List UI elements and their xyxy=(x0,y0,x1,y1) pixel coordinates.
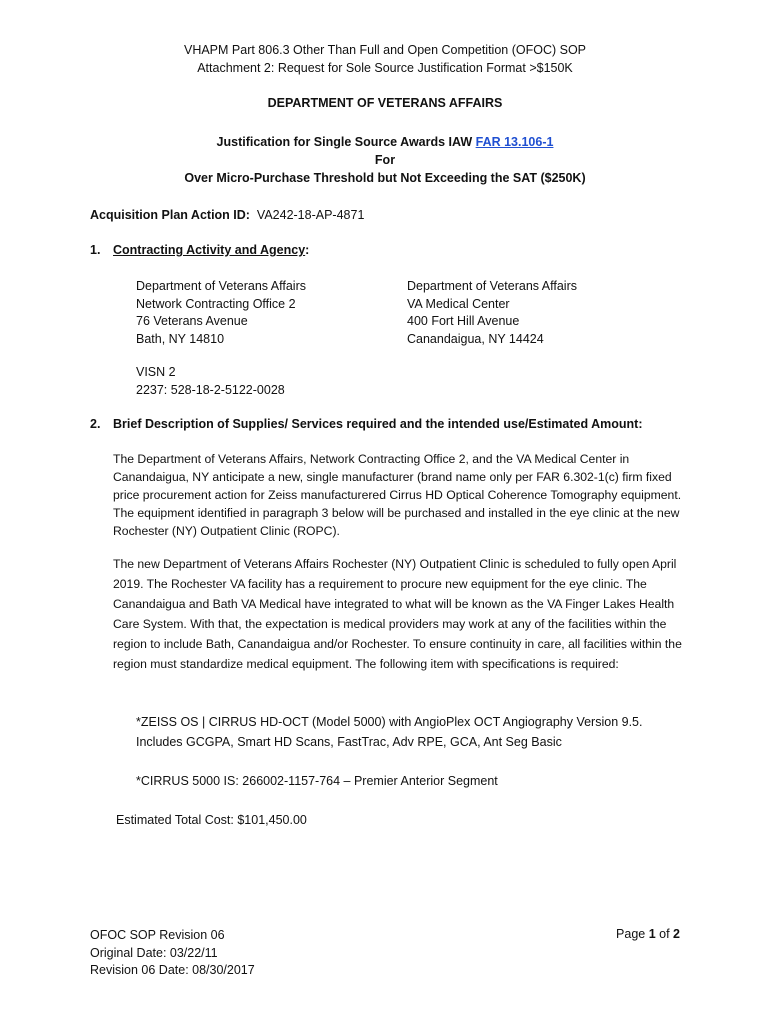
section2-heading: Brief Description of Supplies/ Services required and the intended use/Estimated Amount: xyxy=(113,417,643,431)
acquisition-id xyxy=(90,208,364,222)
address-left-line: Bath, NY 14810 xyxy=(136,331,225,346)
footer-revision-date: Revision 06 Date: 08/30/2017 xyxy=(90,963,255,977)
section2-number: 2. xyxy=(90,417,101,431)
page-total: 2 xyxy=(673,927,680,941)
address-left-line: 76 Veterans Avenue xyxy=(136,314,248,328)
description-paragraph-2: The new Department of Veterans Affairs Rochester (NY) Outpatient Clinic is scheduled to fully open April 2019. The Rochester VA facility has a requirement to procure new equipment for the eye clinic. The Canandaigua and Bath VA Medical have integrated to what will be known as the VA Finger Lakes Health Care System. With that, the expectation is medical providers may work at any of the facilities within the region to include Bath, Canandaigua and/or Rochester. To ensure continuity in care, all facilities within the region must standardize medical equipment. The following item with specifications is required: xyxy=(113,557,682,671)
header-line-1: VHAPM Part 806.3 Other Than Full and Open Competition (OFOC) SOP xyxy=(183,43,587,57)
footer-revision-block xyxy=(90,927,255,980)
justification-prefix: Justification for Single Source Awards IAW xyxy=(216,135,476,149)
address-right-line: 400 Fort Hill Avenue xyxy=(407,314,520,328)
acquisition-value: VA242-18-AP-4871 xyxy=(256,208,365,222)
address-right-line: VA Medical Center xyxy=(407,296,510,311)
acquisition-label: Acquisition Plan Action ID: xyxy=(90,208,250,222)
section1-number: 1. xyxy=(90,243,101,257)
department-title: DEPARTMENT OF VETERANS AFFAIRS xyxy=(267,96,503,110)
address-left-line: Department of Veterans Affairs xyxy=(136,279,307,293)
page-current: 1 xyxy=(648,927,656,941)
header-line-2: Attachment 2: Request for Sole Source Justification Format >$150K xyxy=(197,61,573,75)
page-label: Page xyxy=(616,927,649,941)
description-paragraph-1: The Department of Veterans Affairs, Network Contracting Office 2, and the VA Medical Center in Canandaigua, NY anticipate a new, single manufacturer (brand name only per FAR 6.302-1(c) firm fixed price procurement action for Zeiss manufacturered Cirrus HD Optical Coherence Tomography equipment. The equipment identified in paragraph 3 below will be purchased and installed in the eye clinic at the new Rochester (NY) Outpatient Clinic (ROPC). xyxy=(113,452,682,538)
estimated-cost: Estimated Total Cost: $101,450.00 xyxy=(116,813,307,827)
footer-original-date: Original Date: 03/22/11 xyxy=(90,945,218,960)
address-right-line: Canandaigua, NY 14424 xyxy=(407,331,544,346)
address-right xyxy=(407,278,577,348)
address-left-line: Network Contracting Office 2 xyxy=(136,296,296,311)
visn-label: VISN 2 xyxy=(136,365,176,379)
section1-heading xyxy=(113,243,309,257)
item-1-line-1: *ZEISS OS | CIRRUS HD-OCT (Model 5000) with AngioPlex OCT Angiography Version 9.5. xyxy=(136,715,643,729)
item-1-line-2: Includes GCGPA, Smart HD Scans, FastTrac, Adv RPE, GCA, Ant Seg Basic xyxy=(136,735,562,749)
page-of: of xyxy=(655,927,674,941)
section1-heading-text: Contracting Activity and Agency xyxy=(113,243,306,257)
page-number xyxy=(616,927,680,941)
far-link[interactable]: FAR 13.106-1 xyxy=(475,135,554,149)
threshold-title: Over Micro-Purchase Threshold but Not Exceeding the SAT ($250K) xyxy=(184,171,586,185)
section1-heading-colon: : xyxy=(305,243,310,257)
justification-title xyxy=(0,135,770,149)
for-line: For xyxy=(374,153,396,167)
footer-sop: OFOC SOP Revision 06 xyxy=(90,928,225,942)
address-left xyxy=(136,278,306,348)
visn-block xyxy=(136,364,285,399)
address-right-line: Department of Veterans Affairs xyxy=(407,279,578,293)
item-2: *CIRRUS 5000 IS: 266002-1157-764 – Premier Anterior Segment xyxy=(136,774,498,788)
station-code: 2237: 528-18-2-5122-0028 xyxy=(136,382,285,397)
